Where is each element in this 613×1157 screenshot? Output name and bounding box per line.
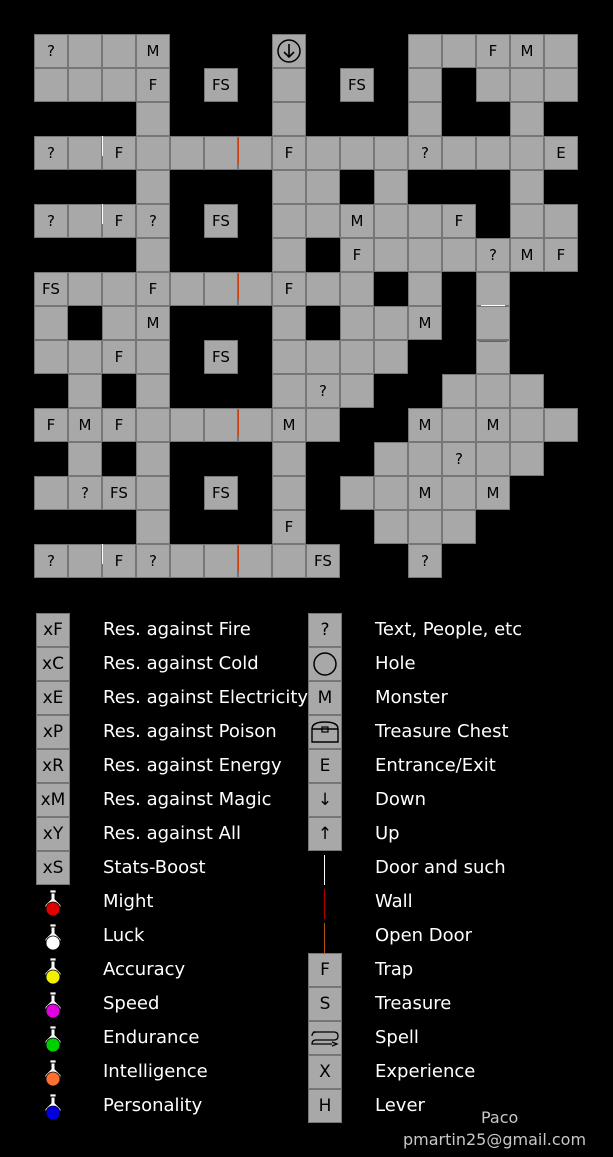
potion-icon (36, 921, 70, 953)
map-cell (374, 442, 408, 476)
map-cell (476, 272, 510, 306)
potion-icon (36, 887, 70, 919)
map-cell (306, 408, 340, 442)
door-line-icon (324, 855, 325, 885)
map-cell (136, 442, 170, 476)
legend-label: Spell (375, 1027, 419, 1048)
map-cell (340, 340, 374, 374)
map-cell (476, 340, 510, 374)
map-cell (68, 136, 102, 170)
legend-label: Entrance/Exit (375, 755, 496, 776)
map-cell (136, 408, 170, 442)
legend-label: Accuracy (103, 959, 186, 980)
legend-label: Trap (375, 959, 414, 980)
door-marker (102, 544, 103, 564)
map-cell (238, 544, 272, 578)
author-name: Paco (481, 1108, 519, 1127)
map-cell-m: M (510, 238, 544, 272)
map-cell-info: ? (136, 204, 170, 238)
map-cell-info: ? (34, 34, 68, 68)
map-cell (68, 34, 102, 68)
map-cell-f: F (102, 408, 136, 442)
map-cell (272, 238, 306, 272)
map-cell (238, 272, 272, 306)
map-cell-e: E (544, 136, 578, 170)
map-cell (306, 272, 340, 306)
map-cell-fs: FS (306, 544, 340, 578)
open-door-marker (238, 274, 239, 300)
map-cell (340, 306, 374, 340)
map-cell (408, 102, 442, 136)
map-cell (544, 68, 578, 102)
map-cell-info: ? (34, 544, 68, 578)
map-cell (374, 476, 408, 510)
map-cell (374, 170, 408, 204)
legend-symbol: xM (36, 783, 70, 817)
map-cell (510, 136, 544, 170)
map-cell (442, 408, 476, 442)
map-cell (442, 510, 476, 544)
legend-label: Res. against Fire (103, 619, 251, 640)
map-cell (136, 340, 170, 374)
legend-label: Res. against Cold (103, 653, 259, 674)
map-cell (408, 272, 442, 306)
legend-symbol: E (308, 749, 342, 783)
legend-symbol: ? (308, 613, 342, 647)
legend-symbol: H (308, 1089, 342, 1123)
map-cell-m: M (408, 476, 442, 510)
map-cell (510, 68, 544, 102)
map-cell-f: F (272, 510, 306, 544)
map-cell-info: ? (306, 374, 340, 408)
map-cell-info: ? (476, 238, 510, 272)
map-cell (374, 204, 408, 238)
legend-label: Text, People, etc (375, 619, 523, 640)
stairs-down-icon (272, 34, 306, 68)
map-cell (170, 408, 204, 442)
map-cell (340, 374, 374, 408)
map-cell (374, 238, 408, 272)
map-cell-info: ? (136, 544, 170, 578)
map-cell (272, 340, 306, 374)
map-cell (476, 68, 510, 102)
map-cell (544, 408, 578, 442)
legend-label: Lever (375, 1095, 425, 1116)
legend-symbol: S (308, 987, 342, 1021)
map-cell-fs: FS (34, 272, 68, 306)
map-cell-f: F (102, 544, 136, 578)
map-cell (340, 476, 374, 510)
map-cell-info: ? (408, 544, 442, 578)
map-cell (272, 544, 306, 578)
map-cell (510, 170, 544, 204)
potion-icon (36, 989, 70, 1021)
legend-label: Down (375, 789, 427, 810)
legend-label: Res. against Electricity (103, 687, 309, 708)
map-cell (442, 374, 476, 408)
map-cell-m: M (476, 476, 510, 510)
map-cell (102, 272, 136, 306)
map-cell (340, 136, 374, 170)
map-cell (408, 442, 442, 476)
map-cell (170, 136, 204, 170)
door-marker (481, 305, 505, 306)
legend-symbol: xR (36, 749, 70, 783)
map-cell-f: F (102, 136, 136, 170)
map-cell (34, 340, 68, 374)
potion-icon (36, 1057, 70, 1089)
map-cell (374, 510, 408, 544)
map-cell-fs: FS (204, 340, 238, 374)
legend-label: Treasure (375, 993, 452, 1014)
map-cell (204, 408, 238, 442)
hole-icon (308, 647, 342, 681)
legend-label: Personality (103, 1095, 203, 1116)
map-cell-m: M (408, 306, 442, 340)
legend-symbol: xS (36, 851, 70, 885)
map-cell (136, 136, 170, 170)
map-cell-info: ? (442, 442, 476, 476)
wall-line-icon (324, 889, 325, 919)
map-cell (408, 34, 442, 68)
map-cell-m: M (68, 408, 102, 442)
potion-icon (36, 1023, 70, 1055)
map-cell (136, 238, 170, 272)
map-cell-m: M (476, 408, 510, 442)
map-cell (34, 68, 68, 102)
map-cell (204, 272, 238, 306)
treasure-chest-icon (308, 715, 342, 749)
map-cell-f: F (102, 340, 136, 374)
dungeon-map (34, 34, 580, 580)
open-door-marker (479, 341, 507, 342)
map-cell-f: F (340, 238, 374, 272)
author-email: pmartin25@gmail.com (403, 1130, 587, 1149)
map-cell (476, 374, 510, 408)
map-cell (136, 510, 170, 544)
legend-symbol: xY (36, 817, 70, 851)
map-cell (272, 170, 306, 204)
map-cell (340, 272, 374, 306)
map-cell (476, 136, 510, 170)
map-cell (34, 476, 68, 510)
legend-label: Wall (375, 891, 413, 912)
legend-label: Res. against Energy (103, 755, 282, 776)
map-cell (408, 68, 442, 102)
map-cell (408, 204, 442, 238)
legend-label: Res. against All (103, 823, 241, 844)
map-cell (272, 374, 306, 408)
map-cell-fs: FS (340, 68, 374, 102)
map-cell-m: M (408, 408, 442, 442)
map-cell (306, 204, 340, 238)
map-cell-f: F (136, 68, 170, 102)
legend-label: Hole (375, 653, 416, 674)
map-cell (510, 408, 544, 442)
map-cell-fs: FS (204, 204, 238, 238)
map-cell (306, 136, 340, 170)
legend-label: Monster (375, 687, 448, 708)
map-cell (544, 34, 578, 68)
map-cell (476, 306, 510, 340)
map-cell (374, 136, 408, 170)
map-cell-fs: FS (204, 476, 238, 510)
map-cell-fs: FS (204, 68, 238, 102)
door-marker (102, 204, 103, 224)
map-cell-m: M (340, 204, 374, 238)
map-cell (238, 408, 272, 442)
map-cell (272, 306, 306, 340)
legend-label: Luck (103, 925, 145, 946)
map-cell (136, 102, 170, 136)
map-cell-f: F (34, 408, 68, 442)
map-cell (238, 136, 272, 170)
map-cell (68, 68, 102, 102)
map-cell-f: F (476, 34, 510, 68)
map-cell-f: F (136, 272, 170, 306)
map-cell (272, 68, 306, 102)
legend-symbol: M (308, 681, 342, 715)
map-cell (306, 340, 340, 374)
map-cell-f: F (442, 204, 476, 238)
legend-label: Intelligence (103, 1061, 208, 1082)
legend-label: Res. against Magic (103, 789, 272, 810)
map-cell-info: ? (408, 136, 442, 170)
legend-symbol: xF (36, 613, 70, 647)
map-cell-fs: FS (102, 476, 136, 510)
map-cell-info: ? (68, 476, 102, 510)
map-cell (272, 476, 306, 510)
map-cell-f: F (272, 136, 306, 170)
potion-icon (36, 955, 70, 987)
map-cell (68, 272, 102, 306)
map-cell-m: M (136, 34, 170, 68)
legend-label: Res. against Poison (103, 721, 277, 742)
legend-symbol: xC (36, 647, 70, 681)
legend-symbol: ↓ (308, 783, 342, 817)
legend-label: Stats-Boost (103, 857, 206, 878)
map-cell (136, 170, 170, 204)
map-cell (68, 442, 102, 476)
map-cell (442, 238, 476, 272)
map-cell-info: ? (34, 204, 68, 238)
map-cell-f: F (102, 204, 136, 238)
map-cell (272, 442, 306, 476)
map-cell (170, 544, 204, 578)
legend-label: Open Door (375, 925, 473, 946)
legend-label: Door and such (375, 857, 506, 878)
potion-icon (36, 1091, 70, 1123)
map-cell (102, 68, 136, 102)
map-cell (102, 306, 136, 340)
open-door-marker (238, 546, 239, 572)
legend-label: Speed (103, 993, 160, 1014)
open-door-line-icon (324, 923, 325, 953)
map-cell (408, 510, 442, 544)
open-door-marker (238, 410, 239, 436)
map-cell (272, 204, 306, 238)
map-cell (510, 442, 544, 476)
map-cell (408, 238, 442, 272)
map-cell (68, 340, 102, 374)
door-marker (102, 136, 103, 156)
map-cell (68, 204, 102, 238)
map-cell (442, 34, 476, 68)
spell-scroll-icon (308, 1021, 342, 1055)
map-cell-f: F (272, 272, 306, 306)
map-cell (136, 374, 170, 408)
legend-label: Up (375, 823, 400, 844)
legend-symbol: X (308, 1055, 342, 1089)
legend-symbol: F (308, 953, 342, 987)
map-cell (476, 442, 510, 476)
map-cell (136, 476, 170, 510)
map-cell (272, 102, 306, 136)
map-cell (68, 374, 102, 408)
map-cell (374, 340, 408, 374)
legend-symbol: ↑ (308, 817, 342, 851)
map-cell-info: ? (34, 136, 68, 170)
legend-label: Might (103, 891, 154, 912)
map-cell (170, 272, 204, 306)
map-cell (204, 544, 238, 578)
map-cell-f: F (544, 238, 578, 272)
map-cell (510, 374, 544, 408)
map-cell (374, 306, 408, 340)
map-cell (306, 170, 340, 204)
legend-symbol: xE (36, 681, 70, 715)
map-cell-m: M (272, 408, 306, 442)
map-cell (34, 306, 68, 340)
legend-label: Treasure Chest (375, 721, 509, 742)
map-cell (510, 102, 544, 136)
map-cell (102, 34, 136, 68)
map-cell (442, 476, 476, 510)
open-door-marker (238, 138, 239, 164)
map-cell (442, 136, 476, 170)
legend-symbol: xP (36, 715, 70, 749)
legend-label: Endurance (103, 1027, 200, 1048)
map-cell (204, 136, 238, 170)
map-cell (544, 204, 578, 238)
map-cell-m: M (136, 306, 170, 340)
map-cell (68, 544, 102, 578)
legend-label: Experience (375, 1061, 476, 1082)
map-cell (510, 204, 544, 238)
map-cell-m: M (510, 34, 544, 68)
